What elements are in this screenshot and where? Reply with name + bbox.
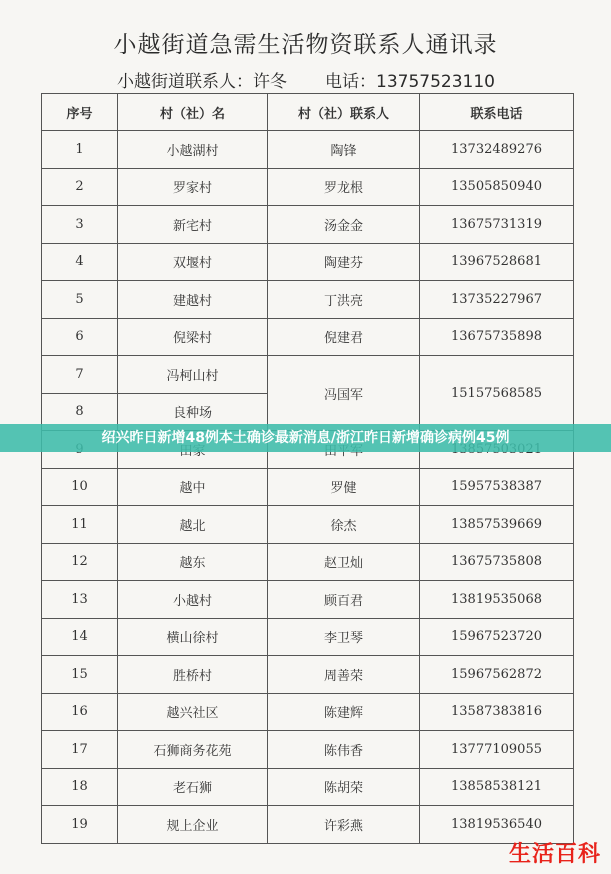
cell-index: 1 (42, 131, 118, 169)
cell-village: 罗家村 (118, 168, 268, 206)
contact-phone: 电话：13757523110 (325, 72, 495, 92)
document-title: 小越街道急需生活物资联系人通讯录 (113, 32, 498, 58)
cell-index: 4 (42, 243, 118, 281)
table-row (42, 243, 574, 281)
cell-contact: 冯国军 (268, 356, 420, 431)
contact-table (41, 93, 574, 844)
cell-contact: 陶锋 (268, 131, 420, 169)
cell-index: 6 (42, 318, 118, 356)
table-row (42, 731, 574, 769)
cell-phone: 13735227967 (420, 281, 574, 319)
cell-contact: 倪建君 (268, 318, 420, 356)
cell-index: 3 (42, 206, 118, 244)
table-row (42, 468, 574, 506)
header-index: 序号 (42, 94, 118, 131)
table-header-row (42, 94, 574, 131)
table-row (42, 656, 574, 694)
table-row (42, 206, 574, 244)
cell-contact: 周善荣 (268, 656, 420, 694)
cell-contact: 许彩燕 (268, 806, 420, 844)
cell-contact: 徐杰 (268, 506, 420, 544)
cell-index: 8 (42, 393, 118, 431)
cell-contact: 汤金金 (268, 206, 420, 244)
cell-index: 13 (42, 581, 118, 619)
cell-phone: 15157568585 (420, 356, 574, 431)
cell-index: 15 (42, 656, 118, 694)
cell-index: 14 (42, 618, 118, 656)
cell-contact: 罗龙根 (268, 168, 420, 206)
cell-village: 越兴社区 (118, 693, 268, 731)
cell-contact: 顾百君 (268, 581, 420, 619)
cell-contact: 陈胡荣 (268, 768, 420, 806)
cell-village: 冯柯山村 (118, 356, 268, 394)
cell-index: 18 (42, 768, 118, 806)
contact-person: 小越街道联系人：许冬 (117, 72, 287, 92)
cell-village: 老石狮 (118, 768, 268, 806)
table-row (42, 581, 574, 619)
table-row (42, 356, 574, 394)
site-watermark: 生活百科 (508, 842, 601, 867)
table-row (42, 168, 574, 206)
cell-phone: 13675735898 (420, 318, 574, 356)
cell-phone: 13732489276 (420, 131, 574, 169)
table-row (42, 506, 574, 544)
cell-phone: 13675731319 (420, 206, 574, 244)
cell-phone: 15967562872 (420, 656, 574, 694)
cell-index: 5 (42, 281, 118, 319)
cell-phone: 13777109055 (420, 731, 574, 769)
table-row (42, 693, 574, 731)
table-row (42, 618, 574, 656)
table-row (42, 281, 574, 319)
cell-village: 建越村 (118, 281, 268, 319)
cell-phone: 13967528681 (420, 243, 574, 281)
cell-contact: 罗健 (268, 468, 420, 506)
cell-index: 19 (42, 806, 118, 844)
header-phone: 联系电话 (420, 94, 574, 131)
cell-phone: 13675735808 (420, 543, 574, 581)
cell-index: 7 (42, 356, 118, 394)
cell-village: 规上企业 (118, 806, 268, 844)
cell-village: 双堰村 (118, 243, 268, 281)
cell-phone: 13819536540 (420, 806, 574, 844)
cell-village: 越北 (118, 506, 268, 544)
cell-index: 2 (42, 168, 118, 206)
cell-phone: 13505850940 (420, 168, 574, 206)
table-row (42, 131, 574, 169)
cell-village: 小越湖村 (118, 131, 268, 169)
cell-phone: 13857539669 (420, 506, 574, 544)
cell-contact: 丁洪亮 (268, 281, 420, 319)
table-body (42, 131, 574, 844)
cell-index: 16 (42, 693, 118, 731)
cell-contact: 陶建芬 (268, 243, 420, 281)
cell-index: 12 (42, 543, 118, 581)
cell-phone: 13587383816 (420, 693, 574, 731)
header-contact: 村（社）联系人 (268, 94, 420, 131)
cell-village: 小越村 (118, 581, 268, 619)
cell-index: 10 (42, 468, 118, 506)
cell-phone: 15967523720 (420, 618, 574, 656)
header-village: 村（社）名 (118, 94, 268, 131)
cell-index: 11 (42, 506, 118, 544)
cell-phone: 15957538387 (420, 468, 574, 506)
cell-village: 良种场 (118, 393, 268, 431)
cell-village: 倪梁村 (118, 318, 268, 356)
cell-village: 石狮商务花苑 (118, 731, 268, 769)
cell-contact: 陈建辉 (268, 693, 420, 731)
cell-village: 横山徐村 (118, 618, 268, 656)
contact-line (117, 67, 495, 92)
cell-contact: 陈伟香 (268, 731, 420, 769)
table-row (42, 543, 574, 581)
cell-phone: 13819535068 (420, 581, 574, 619)
cell-village: 越中 (118, 468, 268, 506)
cell-phone: 13858538121 (420, 768, 574, 806)
table-row (42, 806, 574, 844)
news-banner[interactable]: 绍兴昨日新增48例本土确诊最新消息/浙江昨日新增确诊病例45例 (0, 424, 611, 452)
table-row (42, 768, 574, 806)
cell-index: 17 (42, 731, 118, 769)
cell-village: 新宅村 (118, 206, 268, 244)
cell-contact: 赵卫灿 (268, 543, 420, 581)
cell-contact: 李卫琴 (268, 618, 420, 656)
table-row (42, 318, 574, 356)
cell-village: 越东 (118, 543, 268, 581)
cell-village: 胜桥村 (118, 656, 268, 694)
